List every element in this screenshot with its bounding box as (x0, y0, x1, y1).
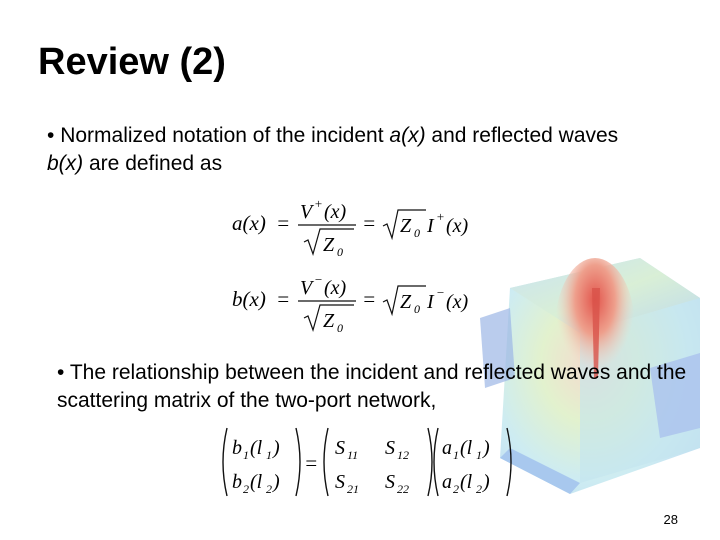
scattering-matrix-equation (218, 424, 518, 500)
eq-b-den-z: Z (323, 310, 335, 332)
lhs-close: ) (273, 437, 280, 459)
eq-b-lhs: b(x) (232, 287, 266, 311)
bullet-text-pre: Normalized notation of the incident (54, 124, 390, 147)
lhs-row-2 (232, 471, 280, 496)
eq-a-equals: = (276, 211, 291, 235)
eq-a-rhs-arg: (x) (446, 215, 469, 237)
eq-a-num-sup: + (314, 196, 323, 211)
eq-b-num-arg: (x) (324, 277, 347, 299)
matrix-equals: = (304, 451, 319, 475)
eq-a-rhs-i-sup: + (436, 209, 445, 224)
bullet-text-post: are defined as (83, 152, 223, 175)
page-number: 28 (663, 512, 678, 527)
eq-b-den-sub: 0 (337, 321, 343, 335)
equation-incident-wave (228, 196, 488, 262)
lhs-arg: (l (250, 437, 263, 459)
bullet-marker: • (57, 361, 65, 384)
rhs-close: ) (483, 437, 490, 459)
rhs-arg-sub: 1 (476, 448, 482, 462)
eq-a-equals-2: = (362, 211, 377, 235)
lhs-arg: (l (250, 471, 263, 493)
lhs-row-1 (232, 437, 280, 462)
lhs-arg-sub: 2 (266, 482, 272, 496)
lhs-arg-sub: 1 (266, 448, 272, 462)
bullet-text: The relationship between the incident and reflected waves and the scattering matrix of the two-port network, (57, 361, 687, 412)
eq-b-equals: = (276, 287, 291, 311)
eq-b-num-v: V (300, 277, 313, 299)
eq-a-rhs-i: I (427, 215, 434, 237)
s11-sym: S (335, 437, 345, 459)
rhs-row-1 (442, 437, 490, 462)
rhs-sym: a (442, 471, 452, 493)
rhs-arg: (l (460, 437, 473, 459)
bullet-scattering-relationship (57, 359, 707, 415)
rhs-close: ) (483, 471, 490, 493)
rhs-arg: (l (460, 471, 473, 493)
equation-reflected-wave (228, 272, 488, 338)
incident-wave-symbol: a(x) (389, 124, 426, 147)
rhs-sym: a (442, 437, 452, 459)
eq-a-den-z: Z (323, 234, 335, 256)
rhs-arg-sub: 2 (476, 482, 482, 496)
rhs-row-2 (442, 471, 490, 496)
s21-sym: S (335, 471, 345, 493)
lhs-sub: 1 (243, 448, 249, 462)
bullet-normalized-notation (47, 122, 647, 178)
eq-b-rhs-i-sup: − (436, 285, 445, 300)
s12-sym: S (385, 437, 395, 459)
lhs-sym: b (232, 471, 242, 493)
rhs-sub: 2 (453, 482, 459, 496)
eq-b-rhs-arg: (x) (446, 291, 469, 313)
s12-sub: 12 (397, 448, 409, 462)
bullet-text-mid: and reflected waves (425, 124, 619, 147)
eq-b-num-sup: − (314, 272, 323, 287)
eq-a-rhs-z: Z (400, 215, 412, 237)
eq-a-rhs-z-sub: 0 (414, 226, 420, 240)
eq-a-den-sub: 0 (337, 245, 343, 259)
s22-sub: 22 (397, 482, 409, 496)
eq-a-num-arg: (x) (324, 201, 347, 223)
lhs-close: ) (273, 471, 280, 493)
eq-b-rhs-z-sub: 0 (414, 302, 420, 316)
eq-a-num-v: V (300, 201, 313, 223)
eq-a-lhs: a(x) (232, 211, 266, 235)
s21-sub: 21 (347, 482, 359, 496)
bullet-marker: • (47, 124, 55, 147)
lhs-sym: b (232, 437, 242, 459)
s22-sym: S (385, 471, 395, 493)
eq-b-rhs-z: Z (400, 291, 412, 313)
rhs-sub: 1 (453, 448, 459, 462)
eq-b-equals-2: = (362, 287, 377, 311)
reflected-wave-symbol: b(x) (47, 152, 84, 175)
s11-sub: 11 (347, 448, 359, 462)
eq-b-rhs-i: I (427, 291, 434, 313)
slide-title: Review (2) (38, 41, 226, 83)
lhs-sub: 2 (243, 482, 249, 496)
